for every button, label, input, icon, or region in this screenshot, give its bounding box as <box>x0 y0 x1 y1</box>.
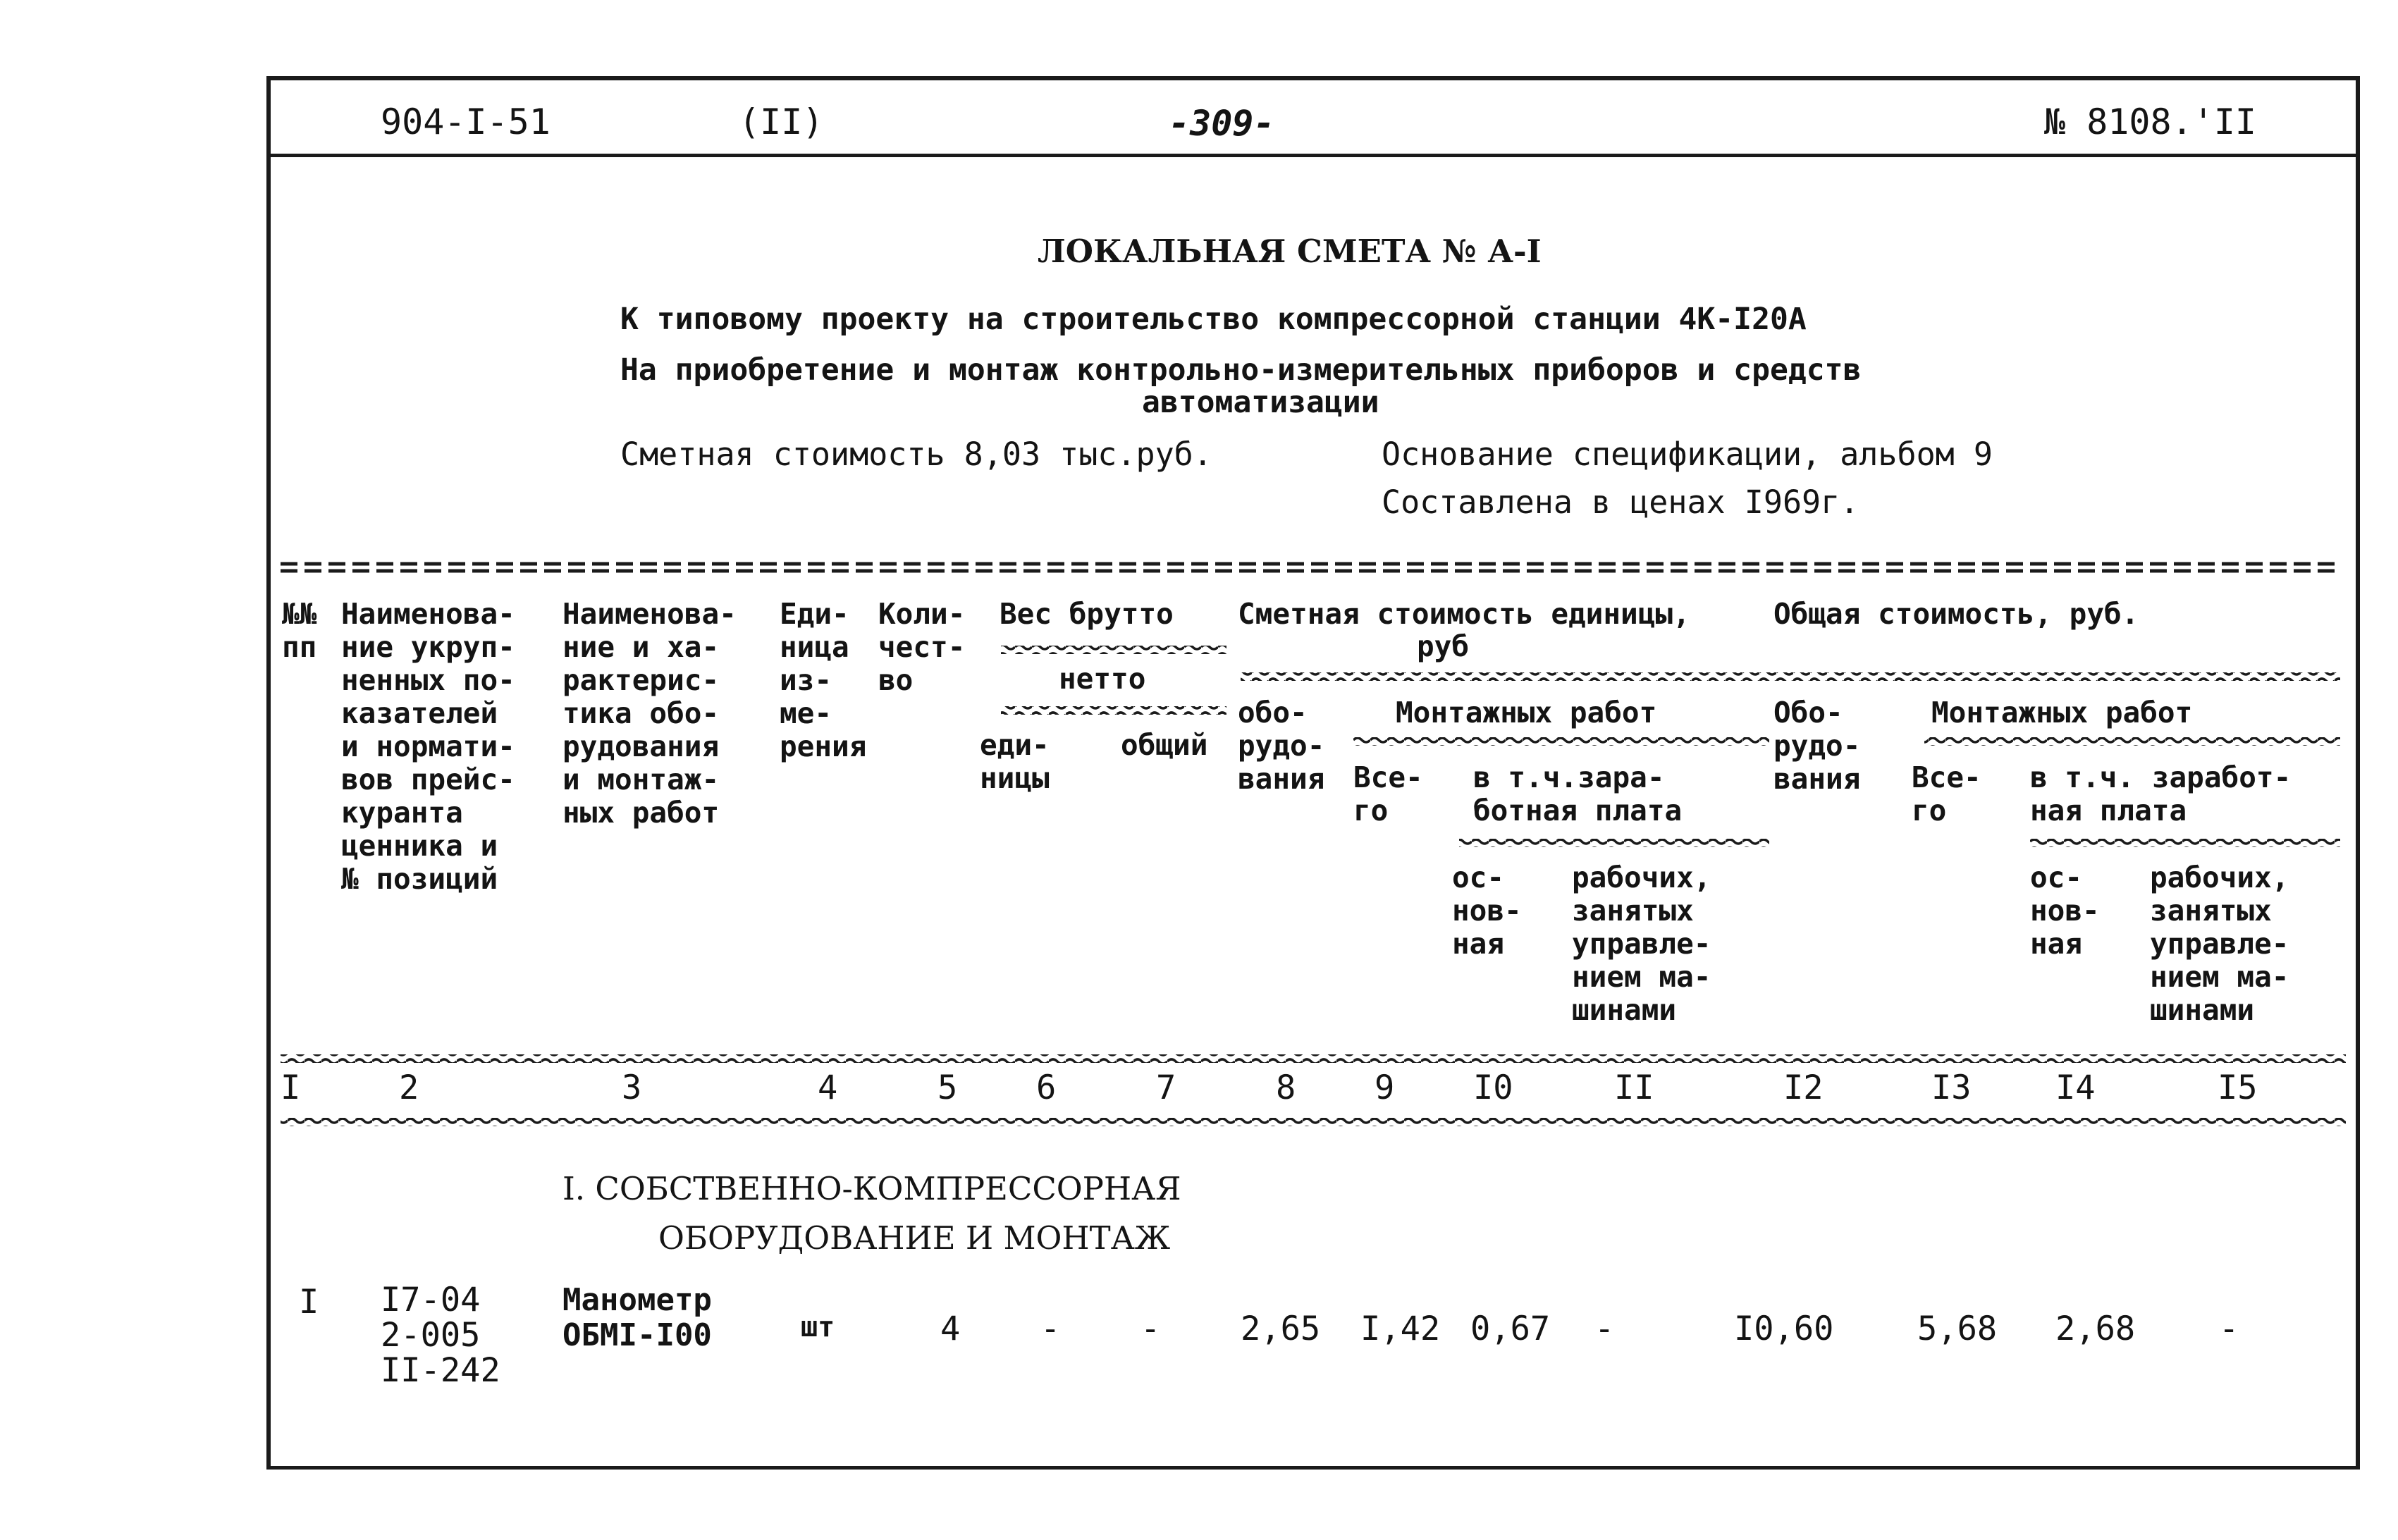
col-number: 9 <box>1375 1068 1395 1107</box>
col-header-3: Наименова- ние и ха- рактерис- тика обо- рудования и монтаж- ных работ <box>562 597 737 830</box>
col-number: II <box>1614 1068 1654 1107</box>
row-unit: шт <box>801 1311 835 1343</box>
colnum-top-rule <box>281 1054 2346 1063</box>
row-cost-equipment: 2,65 <box>1241 1310 1321 1348</box>
col-header-8: обо- рудо- вания <box>1238 696 1325 796</box>
row-qty: 4 <box>940 1310 961 1348</box>
row-weight-unit: - <box>1040 1310 1061 1348</box>
col-header-12: Обо- рудо- вания <box>1773 696 1861 796</box>
col-header-6: еди- ницы <box>980 728 1050 795</box>
dashed-header-rule <box>281 564 2339 571</box>
col-number: 7 <box>1156 1068 1176 1107</box>
col-number: I2 <box>1783 1068 1824 1107</box>
col-header-14: ос- нов- ная <box>2030 861 2100 961</box>
estimate-basis: Основание спецификации, альбом 9 <box>1382 436 1993 473</box>
col-number: I0 <box>1473 1068 1513 1107</box>
col-header-mount2: Монтажных работ <box>1931 696 2193 729</box>
col-header-netto: нетто <box>1059 662 1146 696</box>
col-header-7: общий <box>1121 728 1208 762</box>
weight-underline <box>1001 646 1226 654</box>
mount2-underline <box>1924 737 2340 746</box>
wage-underline <box>1459 839 1769 847</box>
col-header-unit-cost: Сметная стоимость единицы, <box>1238 597 1690 631</box>
col-header-10: ос- нов- ная <box>1452 861 1522 961</box>
estimate-project: К типовому проекту на строительство компрессорной станции 4К-I20А <box>620 302 1807 337</box>
col-number: 5 <box>937 1068 958 1107</box>
col-number: I5 <box>2218 1068 2258 1107</box>
estimate-purpose: На приобретение и монтаж контрольно-измерительных приборов и средств <box>620 352 1862 388</box>
row-weight-total: - <box>1140 1310 1161 1348</box>
col-header-5: Коли- чест- во <box>878 597 966 697</box>
col-header-total-cost: Общая стоимость, руб. <box>1773 597 2139 631</box>
row-total-wage-basic: 2,68 <box>2055 1310 2136 1348</box>
row-number: I <box>299 1283 319 1322</box>
col-number: I4 <box>2055 1068 2096 1107</box>
page-number: -309- <box>1169 103 1275 144</box>
section-title: I. СОБСТВЕННО-КОМПРЕССОРНАЯ <box>562 1170 1181 1207</box>
row-cost-wage-machine: - <box>1594 1310 1615 1348</box>
document-number: № 8108.'II <box>2044 101 2257 142</box>
col-number: I <box>281 1068 301 1107</box>
col-header-4: Еди- ница из- ме- рения <box>780 597 867 763</box>
row-total-wage-machine: - <box>2219 1310 2239 1348</box>
col-number: 3 <box>622 1068 642 1107</box>
col-header-9: Все- го <box>1353 760 1423 827</box>
volume-number: (II) <box>739 101 824 142</box>
col-number: 4 <box>818 1068 838 1107</box>
row-total-mount: 5,68 <box>1917 1310 1998 1348</box>
col-number: 2 <box>399 1068 419 1107</box>
estimate-prices: Составлена в ценах I969г. <box>1382 483 1859 521</box>
col-header-unit-cost-cont: руб <box>1417 629 1470 663</box>
col-number: I3 <box>1931 1068 1972 1107</box>
cost-underline <box>1241 672 2340 681</box>
row-total-equipment: I0,60 <box>1734 1310 1834 1348</box>
estimate-title: ЛОКАЛЬНАЯ СМЕТА № А-I <box>1038 233 1542 270</box>
col-header-13: Все- го <box>1912 760 1981 827</box>
row-cost-wage-basic: 0,67 <box>1470 1310 1551 1348</box>
col-header-1: №№ пп <box>282 597 317 664</box>
row-code: I7-04 2-005 II-242 <box>381 1281 500 1390</box>
col-number: 6 <box>1036 1068 1057 1107</box>
col-header-wage: в т.ч.зара- ботная плата <box>1473 760 1683 827</box>
col-header-15: рабочих, занятых управле- нием ма- шинами <box>2150 861 2289 1027</box>
colnum-bottom-rule <box>281 1118 2346 1126</box>
wage2-underline <box>2030 839 2340 847</box>
mount-underline <box>1353 737 1769 746</box>
col-number: 8 <box>1276 1068 1296 1107</box>
col-header-mount: Монтажных работ <box>1396 696 1657 729</box>
col-header-weight: Вес брутто <box>1000 597 1174 631</box>
estimate-purpose-cont: автоматизации <box>1142 385 1379 420</box>
col-header-11: рабочих, занятых управле- нием ма- шинами <box>1572 861 1711 1027</box>
col-header-wage2: в т.ч. заработ- ная плата <box>2030 760 2292 827</box>
row-cost-mount-total: I,42 <box>1360 1310 1441 1348</box>
section-subtitle: ОБОРУДОВАНИЕ И МОНТАЖ <box>658 1219 1171 1257</box>
estimate-cost: Сметная стоимость 8,03 тыс.руб. <box>620 436 1212 473</box>
netto-underline <box>1001 706 1226 715</box>
col-header-2: Наименова- ние укруп- ненных по- казателей и нормати- вов прейс- куранта ценника и № позиций <box>341 597 515 896</box>
row-name: Манометр ОБМI-I00 <box>562 1282 712 1353</box>
project-code: 904-I-51 <box>381 101 551 142</box>
